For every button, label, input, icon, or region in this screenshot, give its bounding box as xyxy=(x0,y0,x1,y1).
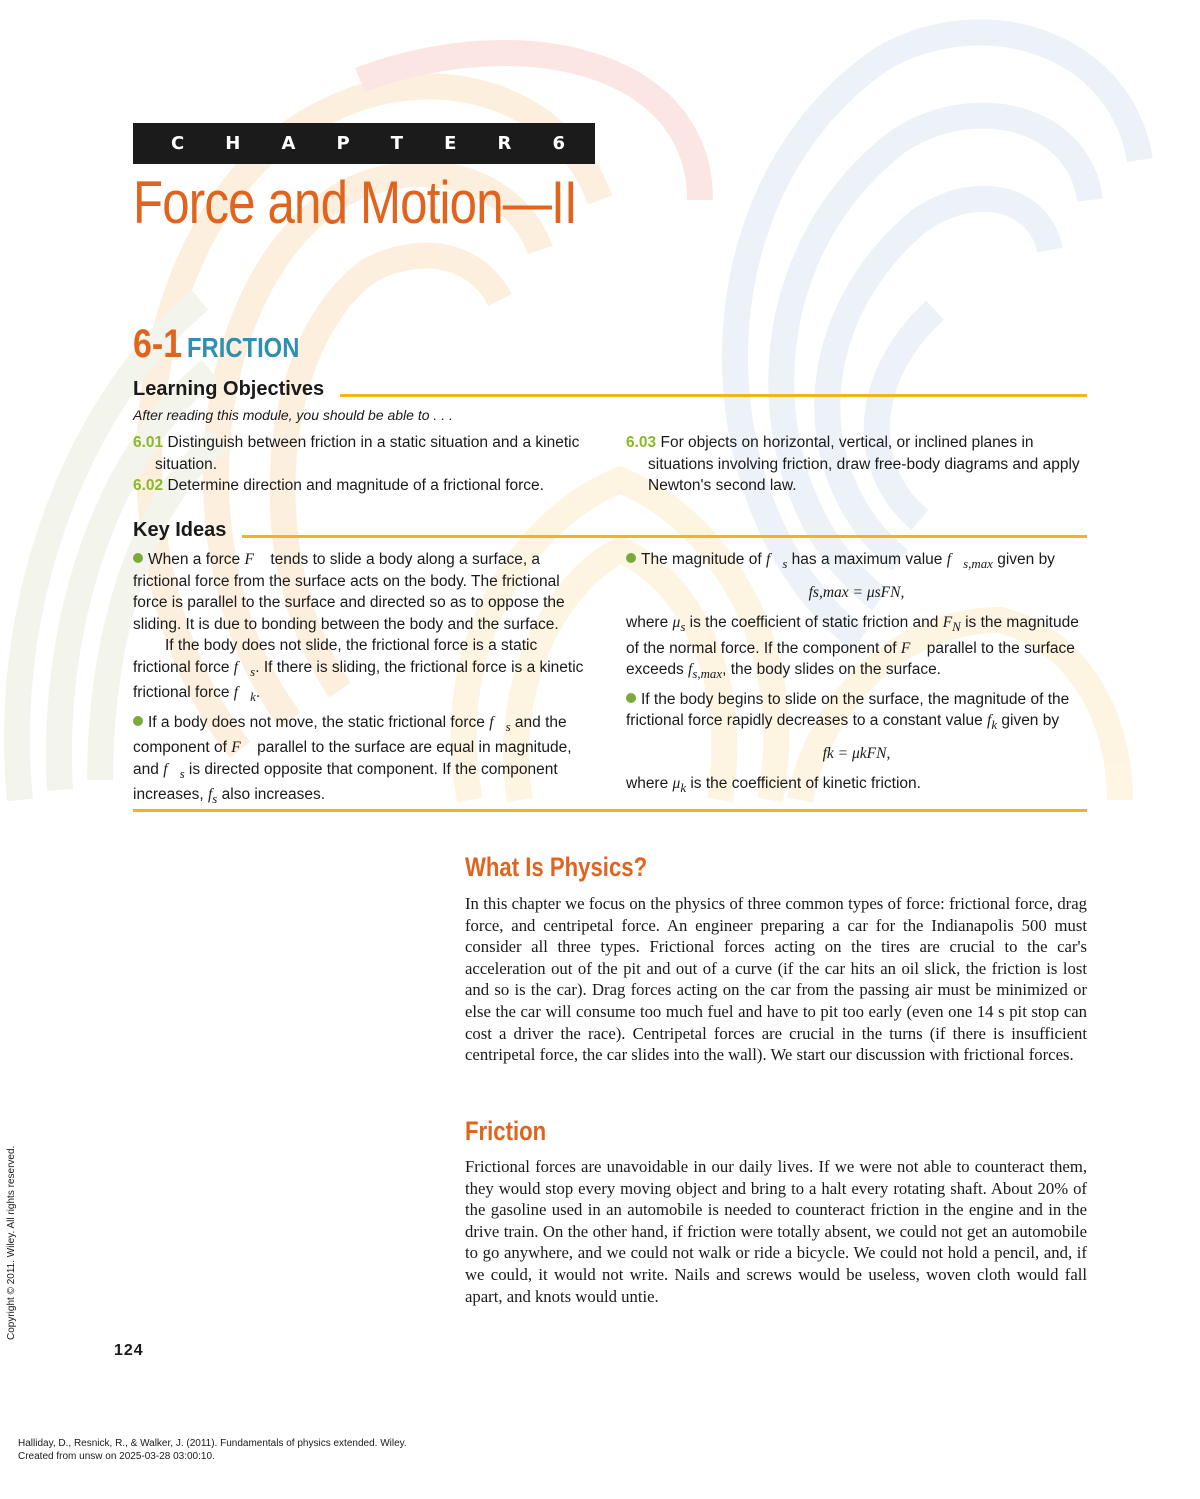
chapter-letter: P xyxy=(336,133,350,154)
key-idea-continued: where $\mu_k$ is the coefficient of kinetic friction. xyxy=(626,775,921,796)
friction-heading: Friction xyxy=(465,1116,547,1146)
page-number: 124 xyxy=(114,1342,144,1359)
key-idea: If the body begins to slide on the surface, the magnitude of the frictional force rapidly decreases to a constant value $f_k$ given by xyxy=(626,690,1070,733)
normal-force-symbol: $F_N$ xyxy=(942,614,961,635)
equation-static-max: fs,max = μsFN, xyxy=(808,583,905,601)
section-rule xyxy=(340,394,1087,397)
chapter-letter: A xyxy=(281,133,296,154)
key-ideas-heading: Key Ideas xyxy=(133,519,227,541)
static-friction-symbol: $f⃗_s$ xyxy=(489,713,511,734)
objectives-right-column xyxy=(626,432,1081,497)
chapter-letter: T xyxy=(390,133,404,154)
learning-objectives-heading: Learning Objectives xyxy=(133,378,325,400)
key-ideas-left-column xyxy=(133,549,595,810)
chapter-letter: E xyxy=(444,133,457,154)
key-idea-continued: If the body does not slide, the frictional force is a static frictional force $f⃗_s$. If there is sliding, the frictional force is a kinetic frictional force $f⃗_k$. xyxy=(133,637,584,705)
max-static-friction-symbol: $f⃗_{s,max}$ xyxy=(946,551,993,572)
key-idea: The magnitude of $f⃗_s$ has a maximum value $f⃗_{s,max}$ given by xyxy=(626,549,1087,575)
citation-line: Halliday, D., Resnick, R., & Walker, J. (2011). Fundamentals of physics extended. Wiley. xyxy=(18,1438,407,1449)
objective-text: Distinguish between friction in a static situation and a kinetic situation. xyxy=(155,434,580,473)
bullet-icon xyxy=(626,693,636,703)
objective-text: For objects on horizontal, vertical, or inclined planes in situations involving friction, draw free-body diagrams and apply Newton's second law. xyxy=(648,434,1080,494)
section-rule xyxy=(133,809,1087,812)
section-rule xyxy=(242,535,1087,538)
mu-s-symbol: $\mu_s$ xyxy=(672,614,686,635)
citation-line: Created from unsw on 2025-03-28 03:00:10. xyxy=(18,1451,215,1462)
static-friction-symbol: $f⃗_s$ xyxy=(765,551,788,572)
objective-number: 6.01 xyxy=(133,434,164,451)
bullet-icon xyxy=(133,553,143,563)
friction-paragraph: Frictional forces are unavoidable in our daily lives. If we were not able to counteract them, they would stop every moving object and bring to a halt every rotating shaft. About 20% of the gasoline used in an automobile is needed to counteract friction in the engine and in the drive train. On the other hand, if friction were totally absent, we could not get an automobile to go anywhere, and we could not walk or ride a bicycle. We could not hold a pencil, and, if we could, it would not write. Nails and screws would be useless, woven cloth would fall apart, and knots would untie. xyxy=(465,1157,1087,1306)
bullet-icon xyxy=(133,716,143,726)
objective-text: Determine direction and magnitude of a frictional force. xyxy=(167,477,544,494)
what-is-physics-paragraph: In this chapter we focus on the physics of three common types of force: frictional force, drag force, and centripetal force. An engineer preparing a car for the Indianapolis 500 must consider all three types. Frictional forces acting on the tires are crucial to the car's acceleration out of the pit and out of a curve (if the car hits an oil slick, the friction is lost and so is the car). Drag forces acting on the car from the passing air must be minimized or else the car will consume too much fuel and have to pit too early (even one 14 s pit stop can cost a driver the race). Centripetal forces are crucial in the turns (if there is insufficient centripetal force, the car slides into the wall). We start our discussion with frictional forces. xyxy=(465,894,1087,1065)
force-vector-symbol: F⃗ xyxy=(231,739,253,757)
chapter-letter: H xyxy=(225,133,241,154)
objective-number: 6.03 xyxy=(626,434,657,451)
static-friction-magnitude-symbol: $f_s$ xyxy=(207,786,218,807)
objectives-left-column xyxy=(133,432,588,497)
objective-number: 6.02 xyxy=(133,477,164,494)
objective-item xyxy=(626,432,1081,497)
equation-kinetic: fk = μkFN, xyxy=(822,744,891,762)
key-idea: When a force F⃗ tends to slide a body along a surface, a frictional force from the surface acts on the body. The frictional force is parallel to the surface and directed so as to oppose the sliding. It is due to bonding between the body and the surface. xyxy=(133,551,565,633)
max-static-friction-symbol: $f_{s,max}$ xyxy=(688,661,723,682)
kinetic-friction-magnitude-symbol: $f_k$ xyxy=(987,712,998,733)
citation-footer xyxy=(18,1437,407,1463)
key-idea: If a body does not move, the static frictional force $f⃗_s$ and the component of F⃗ parallel to the surface are equal in magnitude, and $f⃗_s$ is directed opposite that component. If the component increases, $f_s$ also increases. xyxy=(133,713,572,807)
chapter-letter: R xyxy=(497,133,512,154)
chapter-banner xyxy=(133,123,595,164)
what-is-physics-heading: What Is Physics? xyxy=(465,852,648,882)
force-vector-symbol: F⃗ xyxy=(244,551,267,568)
chapter-title: Force and Motion—II xyxy=(133,169,577,236)
chapter-number: 6 xyxy=(552,133,565,154)
module-heading xyxy=(133,322,319,367)
key-ideas-right-column xyxy=(626,549,1087,799)
kinetic-friction-symbol: $f⃗_k$ xyxy=(233,684,256,705)
bullet-icon xyxy=(626,553,636,563)
mu-k-symbol: $\mu_k$ xyxy=(672,775,687,796)
objective-item xyxy=(133,432,588,475)
copyright-notice: Copyright © 2011. Wiley. All rights reserved. xyxy=(6,1145,17,1340)
module-title: FRICTION xyxy=(187,332,300,363)
chapter-letter: C xyxy=(171,133,185,154)
objectives-intro: After reading this module, you should be able to . . . xyxy=(133,407,453,423)
objective-item xyxy=(133,475,588,497)
key-idea-continued: where $\mu_s$ is the coefficient of static friction and $F_N$ is the magnitude of the normal force. If the component of F⃗ parallel to the surface exceeds $f_{s,max}$, the body slides on the surface. xyxy=(626,614,1079,682)
force-vector-symbol: F⃗ xyxy=(900,639,923,657)
module-number: 6-1 xyxy=(133,322,183,366)
static-friction-symbol: $f⃗_s$ xyxy=(233,658,256,679)
static-friction-symbol: $f⃗_s$ xyxy=(163,760,185,781)
